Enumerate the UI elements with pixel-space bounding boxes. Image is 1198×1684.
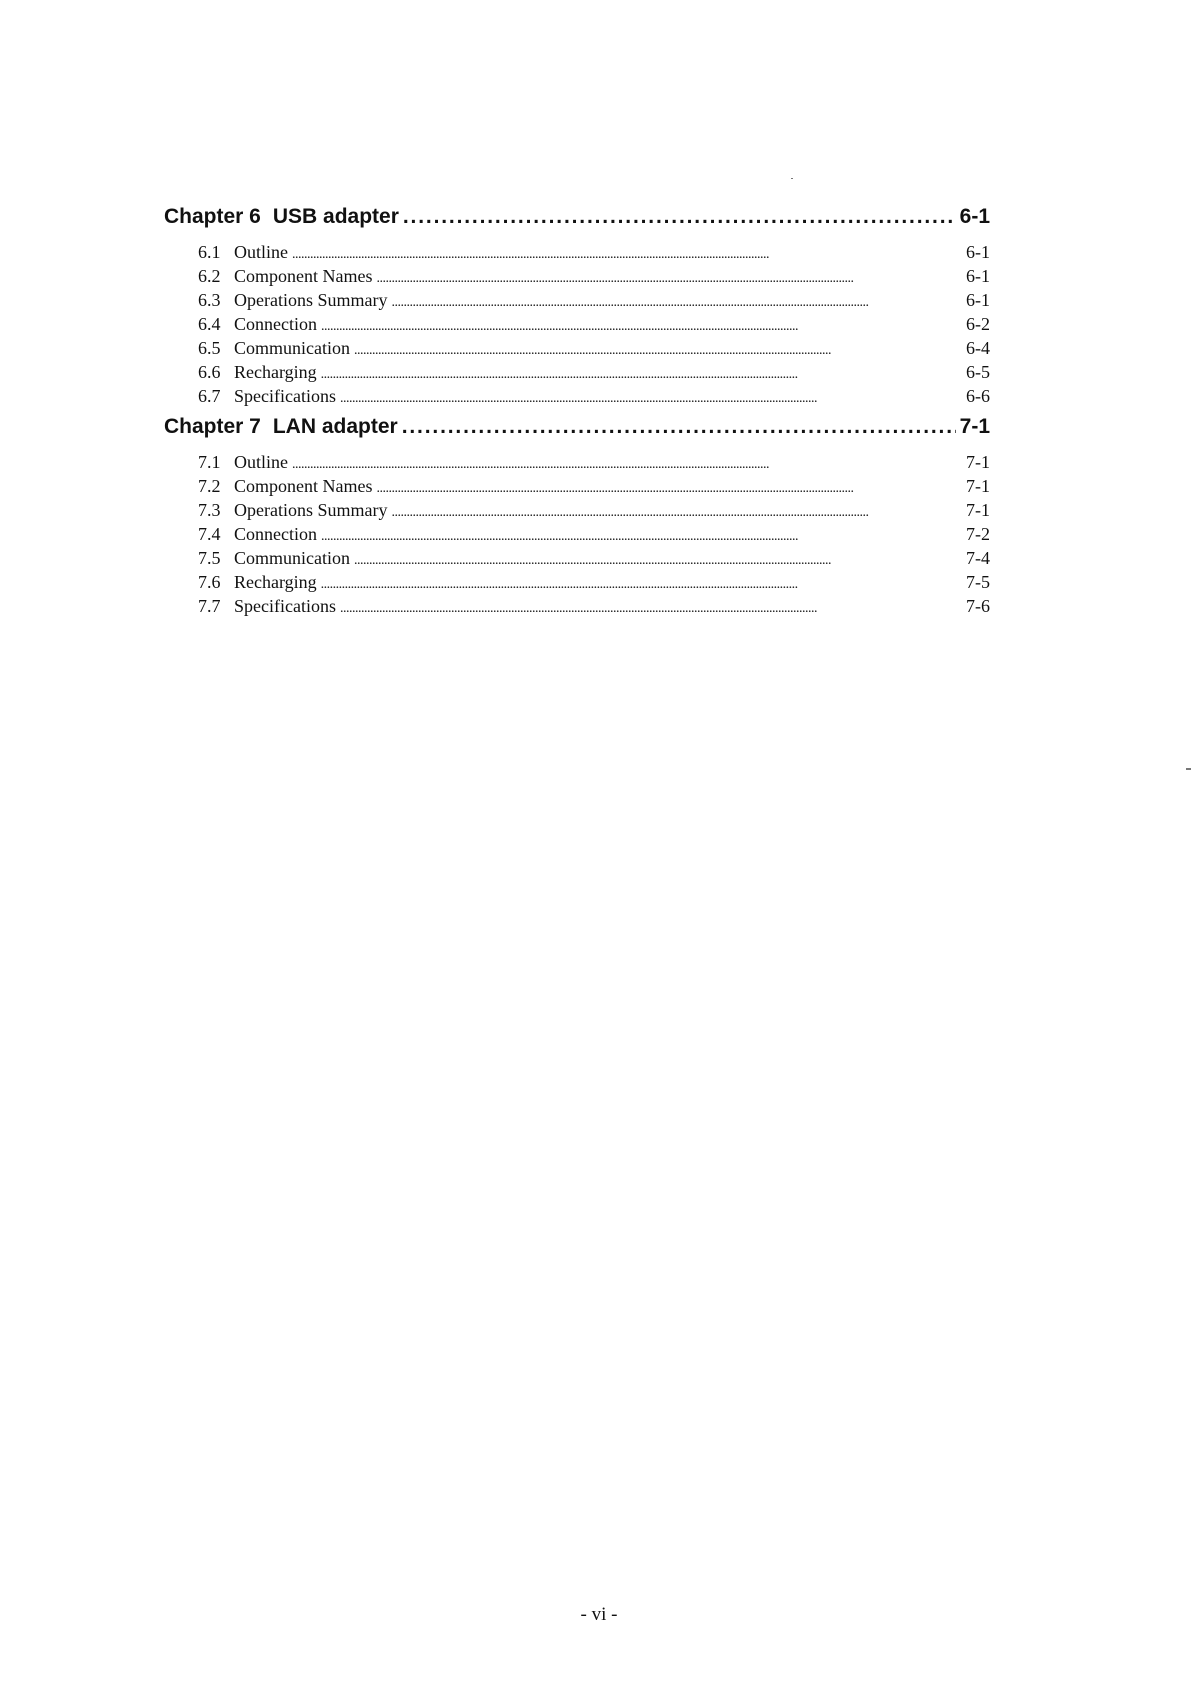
section-number: 7.3 xyxy=(198,500,221,520)
dot-leader xyxy=(321,312,962,339)
dot-leader xyxy=(321,570,962,597)
chapter-title: LAN adapter xyxy=(272,415,398,438)
section-title: Connection xyxy=(234,314,317,334)
section-title: Specifications xyxy=(234,596,336,616)
scan-speck xyxy=(791,178,793,179)
section-title: Recharging xyxy=(234,572,317,592)
section-number: 6.1 xyxy=(198,242,221,262)
scan-speck xyxy=(1186,768,1191,770)
section-title: Operations Summary xyxy=(234,500,388,520)
toc-entry-6-4[interactable] xyxy=(198,312,990,336)
toc-chapter-7[interactable] xyxy=(164,412,990,442)
dot-leader xyxy=(402,412,956,442)
section-title: Connection xyxy=(234,524,317,544)
section-number: 6.3 xyxy=(198,290,221,310)
section-number: 7.1 xyxy=(198,452,221,472)
section-page-number: 7-2 xyxy=(966,524,990,544)
toc-entry-7-4[interactable] xyxy=(198,522,990,546)
toc-entry-7-7[interactable] xyxy=(198,594,990,618)
section-page-number: 7-1 xyxy=(966,500,990,520)
dot-leader xyxy=(391,498,962,525)
section-title: Communication xyxy=(234,338,350,358)
toc-entry-7-6[interactable] xyxy=(198,570,990,594)
section-page-number: 7-5 xyxy=(966,572,990,592)
dot-leader xyxy=(340,594,962,621)
dot-leader xyxy=(292,240,962,267)
chapter-page-number: 7-1 xyxy=(959,415,990,438)
toc-chapter-6[interactable] xyxy=(164,202,990,232)
dot-leader xyxy=(376,264,962,291)
section-title: Communication xyxy=(234,548,350,568)
dot-leader xyxy=(321,522,962,549)
dot-leader xyxy=(376,474,962,501)
dot-leader xyxy=(354,546,962,573)
section-title: Component Names xyxy=(234,266,373,286)
section-page-number: 6-4 xyxy=(966,338,990,358)
dot-leader xyxy=(321,360,962,387)
section-page-number: 6-1 xyxy=(966,266,990,286)
section-title: Outline xyxy=(234,242,288,262)
section-page-number: 7-6 xyxy=(966,596,990,616)
dot-leader xyxy=(292,450,962,477)
toc-entry-7-3[interactable] xyxy=(198,498,990,522)
section-page-number: 6-1 xyxy=(966,290,990,310)
chapter-page-number: 6-1 xyxy=(959,205,990,228)
section-number: 7.7 xyxy=(198,596,221,616)
section-number: 6.4 xyxy=(198,314,221,334)
section-page-number: 6-1 xyxy=(966,242,990,262)
toc-entry-7-1[interactable] xyxy=(198,450,990,474)
toc-entry-7-5[interactable] xyxy=(198,546,990,570)
chapter-7-sections xyxy=(164,450,990,618)
dot-leader xyxy=(354,336,962,363)
dot-leader xyxy=(391,288,962,315)
section-page-number: 6-6 xyxy=(966,386,990,406)
section-number: 7.4 xyxy=(198,524,221,544)
chapter-number: Chapter 6 xyxy=(164,205,261,228)
section-page-number: 6-5 xyxy=(966,362,990,382)
toc-entry-6-2[interactable] xyxy=(198,264,990,288)
toc-entry-6-6[interactable] xyxy=(198,360,990,384)
chapter-6-sections xyxy=(164,240,990,408)
toc-entry-6-5[interactable] xyxy=(198,336,990,360)
toc-entry-6-7[interactable] xyxy=(198,384,990,408)
section-title: Operations Summary xyxy=(234,290,388,310)
section-number: 6.2 xyxy=(198,266,221,286)
toc-entry-6-1[interactable] xyxy=(198,240,990,264)
page-number-footer: - vi - xyxy=(580,1604,618,1625)
section-page-number: 7-4 xyxy=(966,548,990,568)
section-title: Component Names xyxy=(234,476,373,496)
section-number: 7.5 xyxy=(198,548,221,568)
chapter-title: USB adapter xyxy=(272,205,399,228)
dot-leader xyxy=(403,202,956,232)
section-page-number: 6-2 xyxy=(966,314,990,334)
table-of-contents xyxy=(164,202,990,622)
section-title: Outline xyxy=(234,452,288,472)
toc-entry-7-2[interactable] xyxy=(198,474,990,498)
section-page-number: 7-1 xyxy=(966,476,990,496)
section-number: 6.5 xyxy=(198,338,221,358)
chapter-number: Chapter 7 xyxy=(164,415,261,438)
section-page-number: 7-1 xyxy=(966,452,990,472)
toc-entry-6-3[interactable] xyxy=(198,288,990,312)
section-title: Specifications xyxy=(234,386,336,406)
dot-leader xyxy=(340,384,962,411)
section-number: 7.2 xyxy=(198,476,221,496)
section-number: 6.6 xyxy=(198,362,221,382)
section-title: Recharging xyxy=(234,362,317,382)
section-number: 7.6 xyxy=(198,572,221,592)
section-number: 6.7 xyxy=(198,386,221,406)
